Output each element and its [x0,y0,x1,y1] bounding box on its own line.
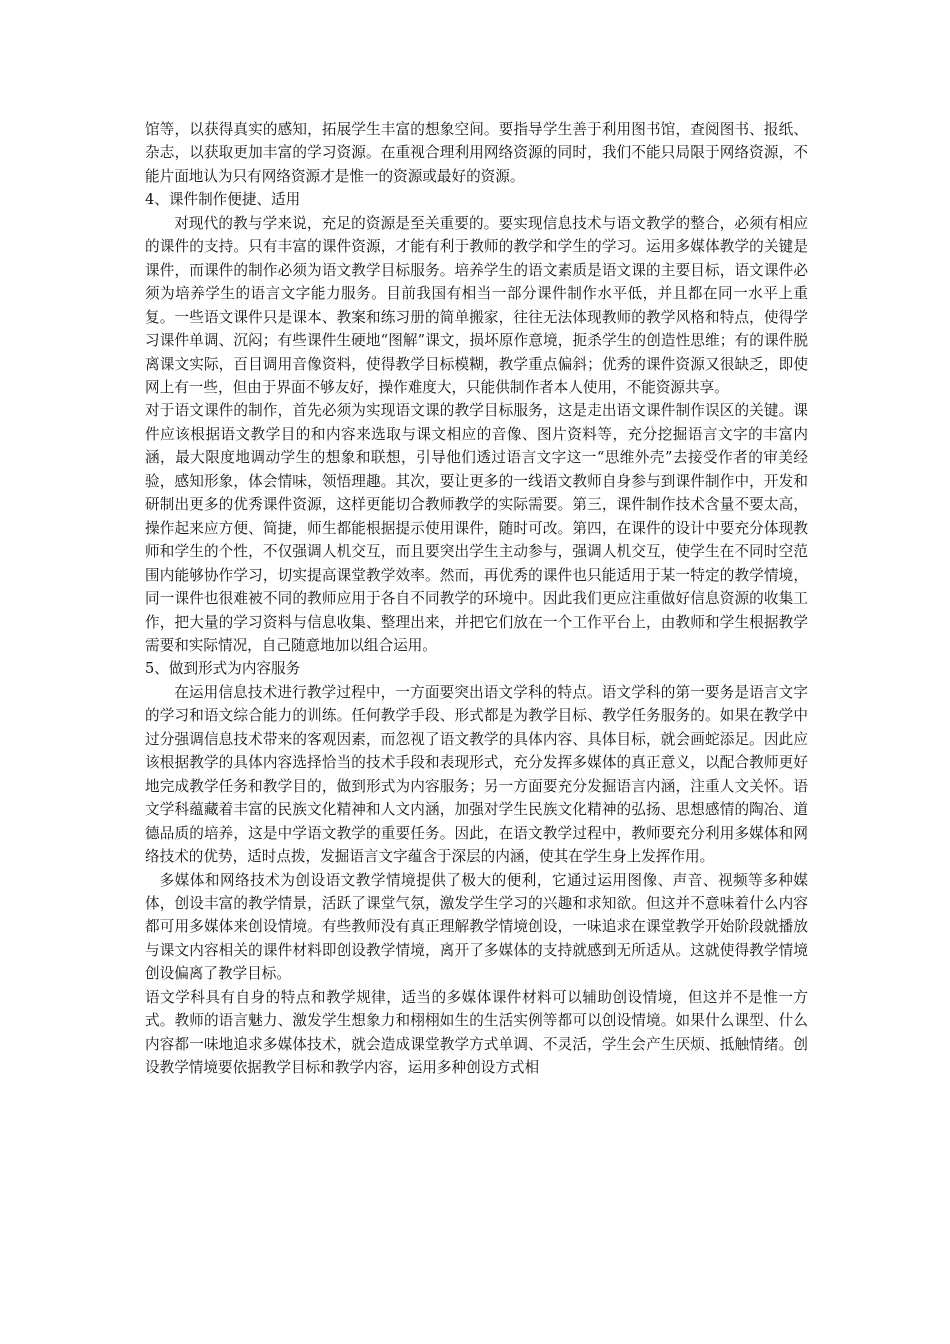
document-body [145,118,808,1080]
section-heading-5: 5、做到形式为内容服务 [145,660,301,678]
paragraph-multimedia-situations: 多媒体和网络技术为创设语文教学情境提供了极大的便利，它通过运用图像、声音、视频等多种媒体，创设丰富的教学情景，活跃了课堂气氛，激发学生学习的兴趣和求知欲。但这并不意味着什么内容都可用多媒体来创设情境。有些教师没有真正理解教学情境创设，一味追求在课堂教学开始阶段就播放与课文内容相关的课件材料即创设教学情境，离开了多媒体的支持就感到无所适从。这就使得教学情境创设偏离了教学目标。 [145,871,808,983]
paragraph-teaching-rules: 语文学科具有自身的特点和教学规律，适当的多媒体课件材料可以辅助创设情境，但这并不是惟一方式。教师的语言魅力、激发学生想象力和栩栩如生的生活实例等都可以创设情境。如果什么课型、什么内容都一味地追求多媒体技术，就会造成课堂教学方式单调、不灵活，学生会产生厌烦、抵触情绪。创设教学情境要依据教学目标和教学内容，运用多种创设方式相 [145,988,808,1077]
paragraph-courseware-importance: 对现代的教与学来说，充足的资源是至关重要的。要实现信息技术与语文教学的整合，必须有相应的课件的支持。只有丰富的课件资源，才能有利于教师的教学和学生的学习。运用多媒体教学的关键是课件，而课件的制作必须为语文教学目标服务。培养学生的语文素质是语文课的主要目标，语文课件必须为培养学生的语言文字能力服务。目前我国有相当一部分课件制作水平低，并且都在同一水平上重复。一些语文课件只是课本、教案和练习册的简单搬家，往往无法体现教师的教学风格和特点，使得学习课件单调、沉闷；有些课件生硬地“图解”课文，损坏原作意境，扼杀学生的创造性思维；有的课件脱离课文实际，百目调用音像资料，使得教学目标模糊，教学重点偏斜；优秀的课件资源又很缺乏，即使网上有一些，但由于界面不够友好，操作难度大，只能供制作者本人使用，不能资源共享。 [145,214,808,396]
paragraph-form-serves-content: 在运用信息技术进行教学过程中，一方面要突出语文学科的特点。语文学科的第一要务是语言文字的学习和语文综合能力的训练。任何教学手段、形式都是为教学目标、教学任务服务的。如果在教学中过分强调信息技术带来的客观因素，而忽视了语文教学的具体内容、具体目标，就会画蛇添足。因此应该根据教学的具体内容选择恰当的技术手段和表现形式，充分发挥多媒体的真正意义，以配合教师更好地完成教学任务和教学目的，做到形式为内容服务；另一方面要充分发掘语言内涵，注重人文关怀。语文学科蕴藏着丰富的民族文化精神和人文内涵，加强对学生民族文化精神的弘扬、思想感情的陶冶、道德品质的培养，这是中学语文教学的重要任务。因此，在语文教学过程中，教师要充分利用多媒体和网络技术的优势，适时点拨，发掘语言文字蕴含于深层的内涵，使其在学生身上发挥作用。 [145,683,808,866]
paragraph-courseware-production: 对于语文课件的制作，首先必须为实现语文课的教学目标服务，这是走出语文课件制作误区的关键。课件应该根据语文教学目的和内容来选取与课文相应的音像、图片资料等，充分挖掘语言文字的丰富内涵，最大限度地调动学生的想象和联想，引导他们透过语言文字这一“思维外壳”去接受作者的审美经验，感知形象，体会情味，领悟理趣。其次，要让更多的一线语文教师自身参与到课件制作中，开发和研制出更多的优秀课件资源，这样更能切合教师教学的实际需要。第三，课件制作技术含量不要太高，操作起来应方便、简捷，师生都能根据提示使用课件，随时可改。第四，在课件的设计中要充分体现教师和学生的个性，不仅强调人机交互，而且要突出学生主动参与，强调人机交互，使学生在不同时空范围内能够协作学习，切实提高课堂教学效率。然而，再优秀的课件也只能适用于某一特定的教学情境，同一课件也很难被不同的教师应用于各自不同教学的环境中。因此我们更应注重做好信息资源的收集工作，把大量的学习资料与信息收集、整理出来，并把它们放在一个工作平台上，由教师和学生根据教学需要和实际情况，自己随意地加以组合运用。 [145,402,808,654]
paragraph-resources-library: 馆等，以获得真实的感知，拓展学生丰富的想象空间。要指导学生善于利用图书馆，查阅图书、报纸、杂志，以获取更加丰富的学习资源。在重视合理利用网络资源的同时，我们不能只局限于网络资源，不能片面地认为只有网络资源才是惟一的资源或最好的资源。 [145,121,808,185]
section-heading-4: 4、课件制作便捷、适用 [145,191,301,209]
